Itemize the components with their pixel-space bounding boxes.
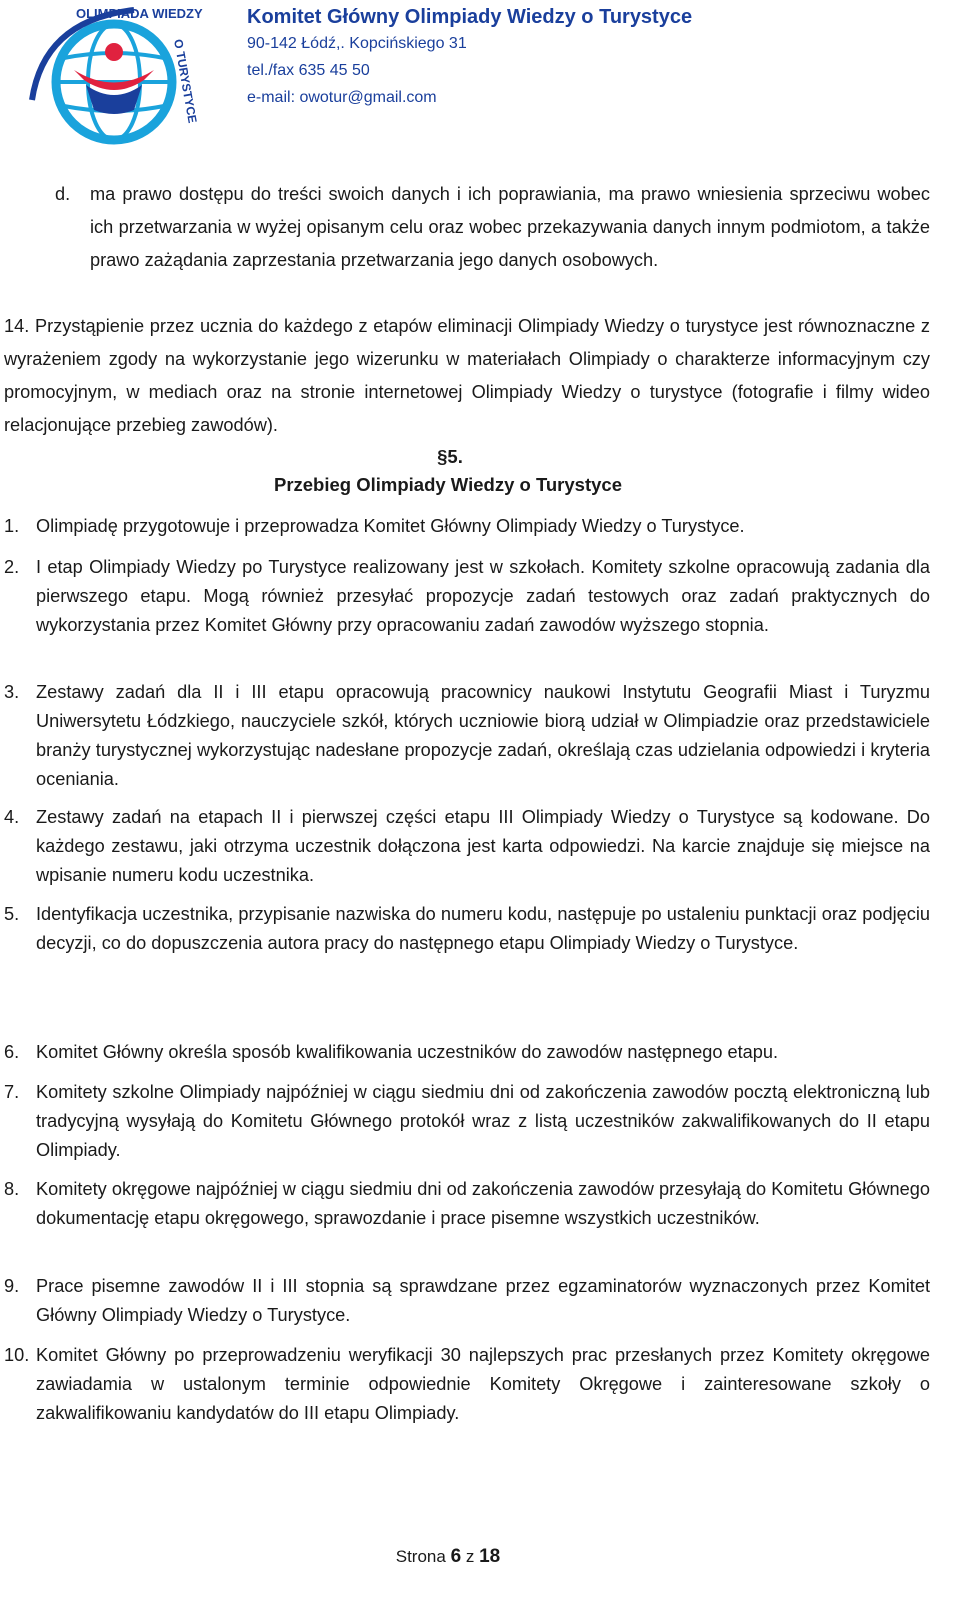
logo-text: OLIMPIADA WIEDZY	[76, 6, 203, 21]
list-item-number: 8.	[4, 1179, 20, 1199]
organization-address: 90-142 Łódź,. Kopcińskiego 31	[247, 35, 467, 52]
list-item-number: 10.	[4, 1345, 30, 1365]
item-14-text: Przystąpienie przez ucznia do każdego z etapów eliminacji Olimpiady Wiedzy o turystyce jest równoznaczne z wyrażeniem zgody na wykorzystanie jego wizerunku w materiałach Olimpiady o charakterze informacyjnym czy promocyjnym, w mediach oraz na stronie internetowej Olimpiady Wiedzy o turystyce (fotografie i filmy wideo relacjonujące przebieg zawodów).	[4, 316, 930, 435]
page-separator: z	[465, 1547, 475, 1566]
list-item-text: Prace pisemne zawodów II i III stopnia są sprawdzane przez egzaminatorów wyznaczonych przez Komitet Główny Olimpiady Wiedzy o Turystyce.	[36, 1276, 930, 1325]
list-item-number: 7.	[4, 1082, 20, 1102]
organization-phone: tel./fax 635 45 50	[247, 62, 370, 79]
section-title: Przebieg Olimpiady Wiedzy o Turystyce	[273, 474, 622, 495]
page-label: Strona	[395, 1547, 446, 1566]
list-item-text: Zestawy zadań dla II i III etapu opracowują pracownicy naukowi Instytutu Geografii Miast i Turyzmu Uniwersytetu Łódzkiego, nauczyciele szkół, których uczniowie biorą udział w Olimpiadzie oraz przedstawiciele branży turystycznej wykorzystując nadesłane propozycje zadań, określają czas udzielania odpowiedzi i kryteria oceniania.	[36, 682, 930, 789]
letterhead	[0, 0, 960, 160]
organization-email: e-mail: owotur@gmail.com	[247, 89, 437, 106]
list-item-text: Olimpiadę przygotowuje i przeprowadza Komitet Główny Olimpiady Wiedzy o Turystyce.	[36, 516, 745, 536]
page-number: 6	[450, 1546, 462, 1567]
list-item-number: 4.	[4, 807, 20, 827]
organization-name: Komitet Główny Olimpiady Wiedzy o Turystyce	[247, 6, 693, 28]
page-footer	[0, 1546, 896, 1568]
list-item-text: Komitety okręgowe najpóźniej w ciągu siedmiu dni od zakończenia zawodów przesyłają do Komitetu Głównego dokumentację etapu okręgowego, sprawozdanie i prace pisemne wszystkich uczestników.	[36, 1179, 930, 1228]
list-item-number: 3.	[4, 682, 20, 702]
item-d-text: ma prawo dostępu do treści swoich danych i ich poprawiania, ma prawo wniesienia sprzeciwu wobec ich przetwarzania w wyżej opisanym celu oraz wobec przekazywania danych innym podmiotom, a także prawo zażądania zaprzestania przetwarzania jego danych osobowych.	[90, 184, 930, 270]
list-item-text: I etap Olimpiady Wiedzy po Turystyce realizowany jest w szkołach. Komitety szkolne opracowują zadania dla pierwszego etapu. Mogą również przesyłać propozycje zadań testowych oraz zadań praktycznych do wykorzystania przez Komitet Główny przy opracowaniu zadań zawodów wyższego stopnia.	[36, 557, 930, 635]
page-total: 18	[479, 1546, 501, 1567]
list-item-number: 2.	[4, 557, 20, 577]
list-item-text: Zestawy zadań na etapach II i pierwszej części etapu III Olimpiady Wiedzy o Turystyce są kodowane. Do każdego zestawu, jaki otrzyma uczestnik dołączona jest karta odpowiedzi. Na karcie znajduje się miejsce na wpisanie numeru kodu uczestnika.	[36, 807, 930, 885]
list-item-text: Komitety szkolne Olimpiady najpóźniej w ciągu siedmiu dni od zakończenia zawodów pocztą elektroniczną lub tradycyjną wysyłają do Komitetu Głównego protokół wraz z listą uczestników zakwalifikowanych do II etapu Olimpiady.	[36, 1082, 930, 1160]
olympiad-logo	[24, 0, 214, 150]
item-d-marker: d.	[55, 184, 71, 204]
item-14-marker: 14.	[4, 316, 30, 336]
list-item-number: 1.	[4, 516, 20, 536]
section-number: §5.	[437, 446, 463, 467]
list-item-number: 6.	[4, 1042, 20, 1062]
item-14	[4, 310, 930, 442]
list-item-number: 5.	[4, 904, 20, 924]
list-item-text: Identyfikacja uczestnika, przypisanie nazwiska do numeru kodu, następuje po ustaleniu punktacji oraz podjęciu decyzji, co do dopuszczenia autora pracy do następnego etapu Olimpiady Wiedzy o Turystyce.	[36, 904, 930, 953]
list-item-text: Komitet Główny określa sposób kwalifikowania uczestników do zawodów następnego etapu.	[36, 1042, 779, 1062]
svg-text:O TURYSTYCE: O TURYSTYCE	[171, 38, 200, 125]
organization-info	[247, 4, 692, 111]
list-item-text: Komitet Główny po przeprowadzeniu weryfikacji 30 najlepszych prac przesłanych przez Komitety okręgowe zawiadamia w ustalonym terminie odpowiednie Komitety Okręgowe i zainteresowane szkoły o zakwalifikowaniu kandydatów do III etapu Olimpiady.	[36, 1345, 930, 1423]
list-item-number: 9.	[4, 1276, 20, 1296]
